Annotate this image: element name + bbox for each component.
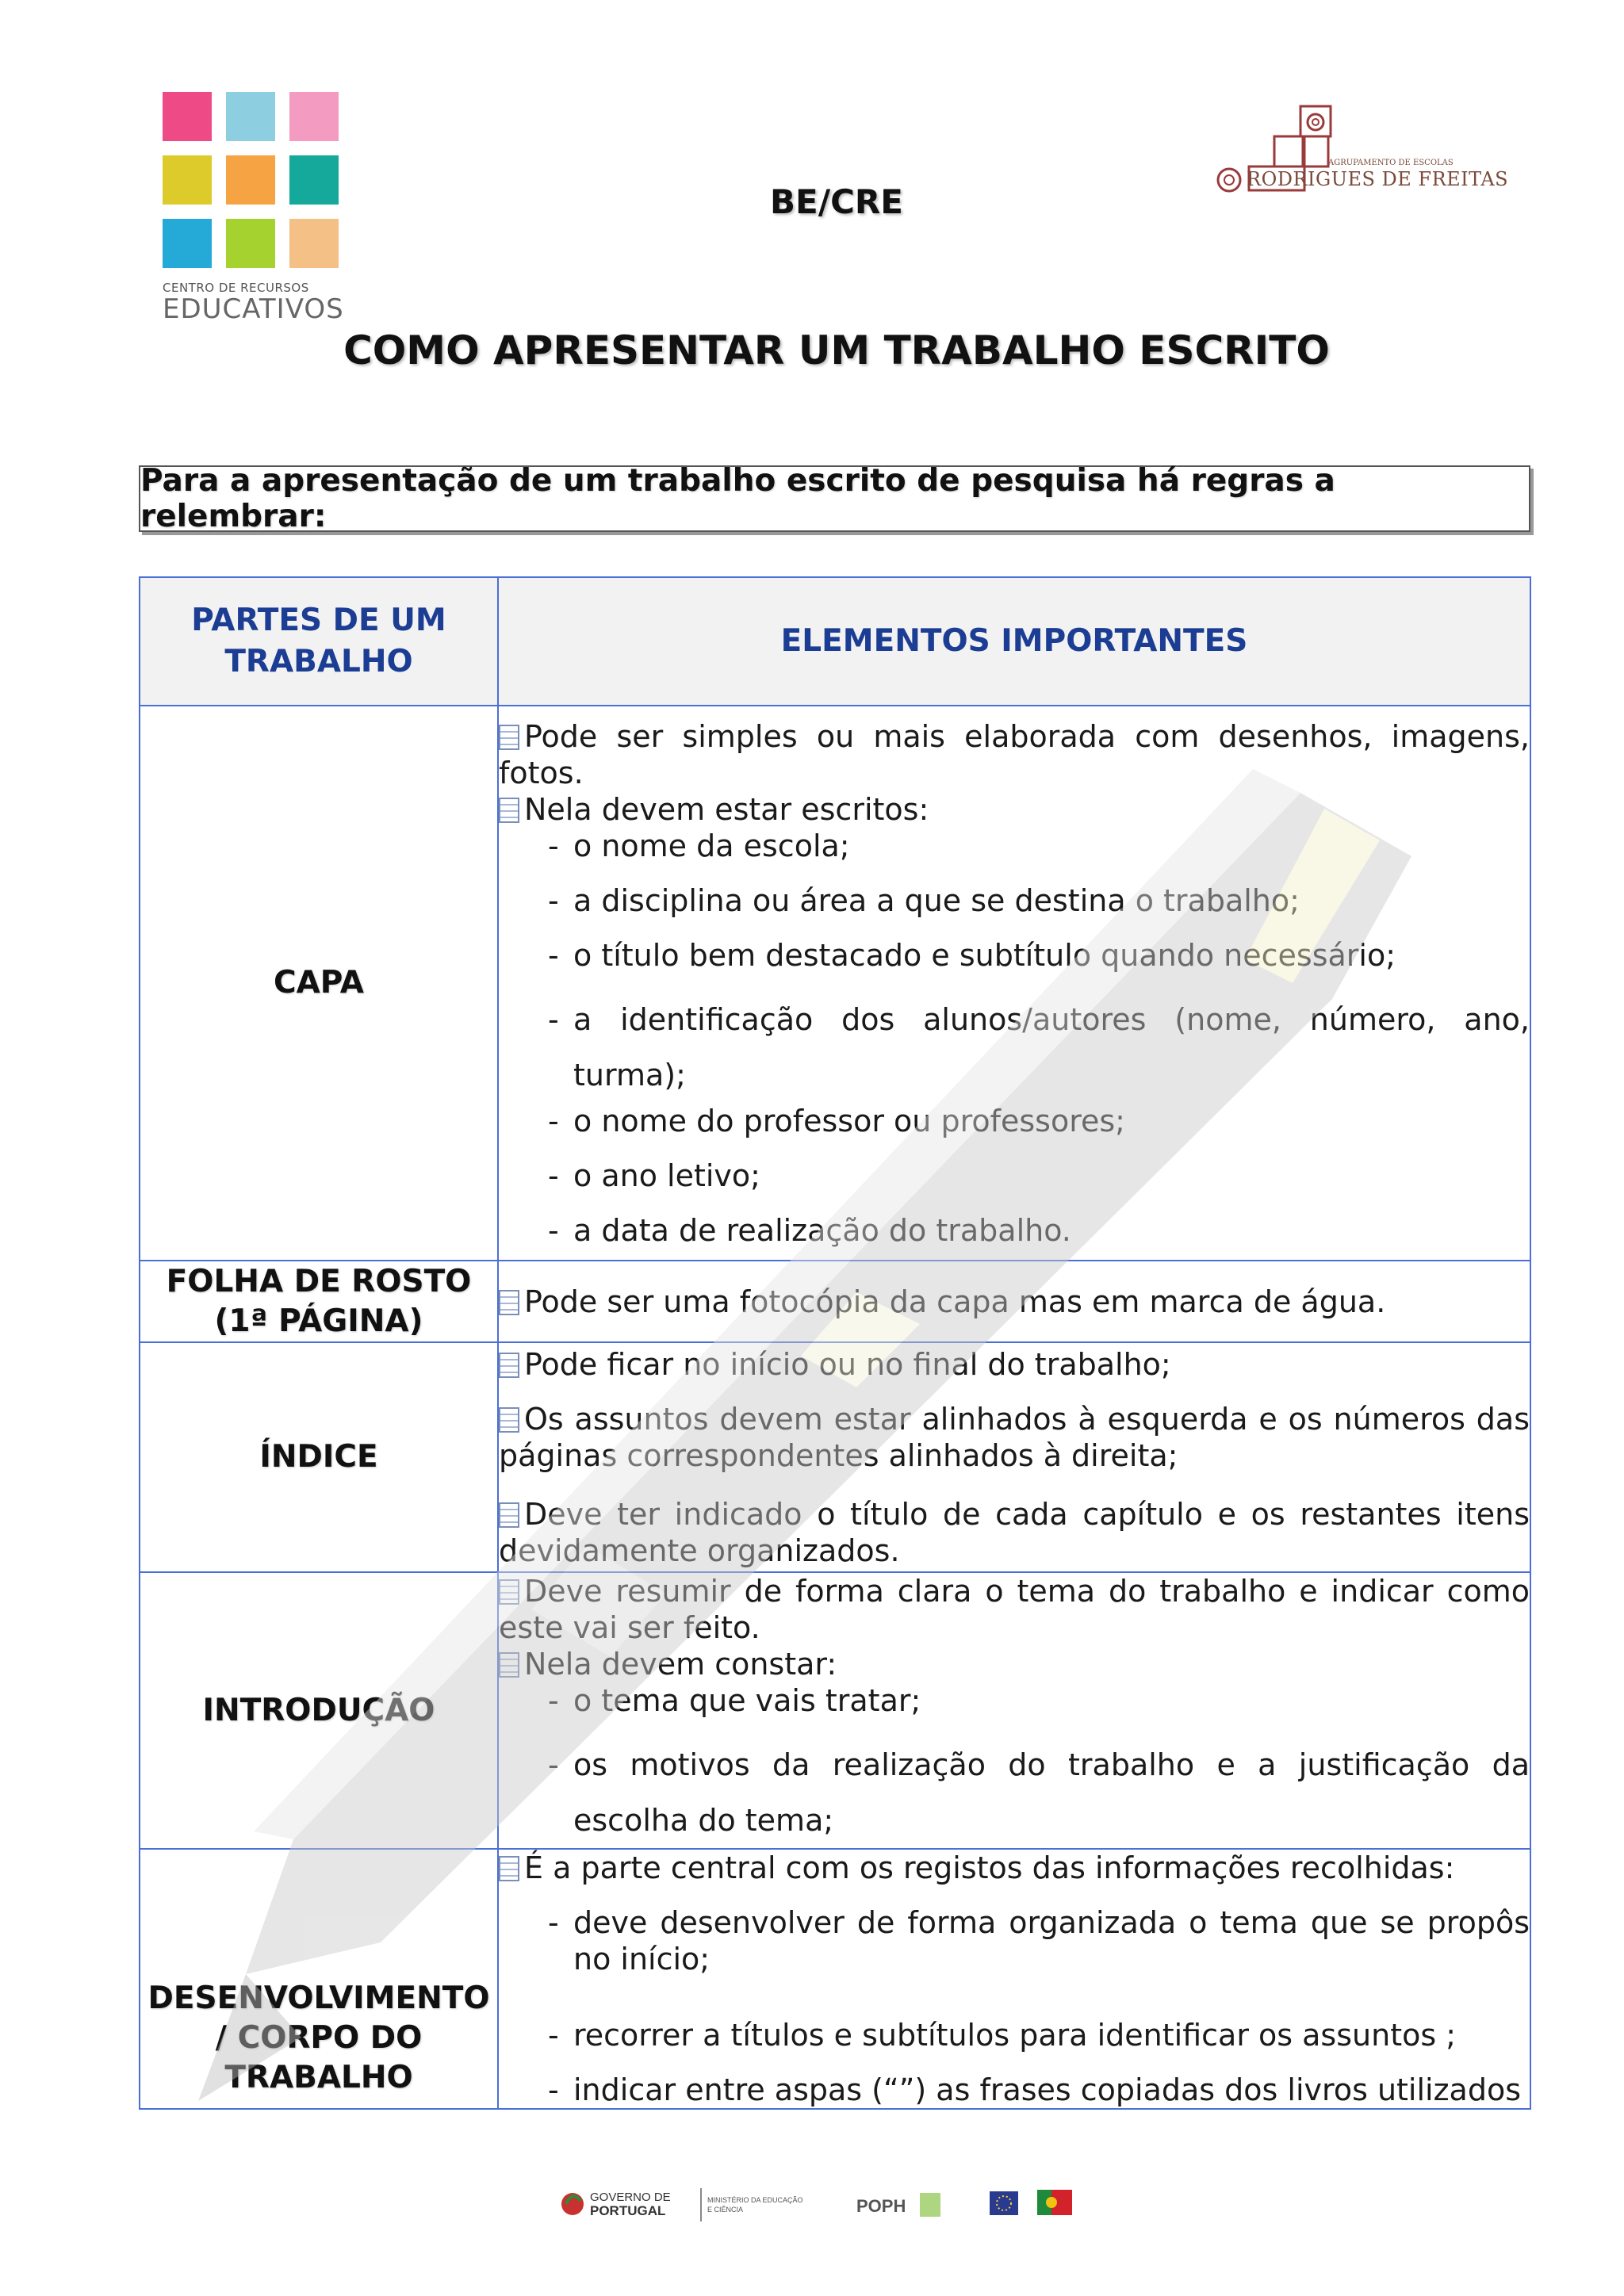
column-header-parts: PARTES DE UM TRABALHO — [140, 577, 498, 706]
funding-logos — [856, 2180, 1078, 2228]
logo-tile — [289, 92, 339, 141]
cre-logo-line1: CENTRO DE RECURSOS — [163, 281, 309, 295]
poph-logo: POPH — [856, 2196, 906, 2216]
list-item: Os assuntos devem estar alinhados à esquerda e os números das páginas correspondentes alinhados à direita; — [499, 1401, 1530, 1473]
list-item: - o título bem destacado e subtítulo quando necessário; — [548, 937, 1396, 973]
elements-desenvolvimento — [498, 1849, 1530, 2109]
school-logo-subtitle: AGRUPAMENTO DE ESCOLAS — [1328, 159, 1454, 167]
logo-tile — [226, 219, 275, 268]
cre-logo-line2: EDUCATIVOS — [163, 293, 344, 325]
part-label-rosto: FOLHA DE ROSTO (1ª PÁGINA) — [140, 1261, 498, 1342]
list-item: - o tema que vais tratar; — [548, 1683, 921, 1718]
document-icon — [499, 1353, 519, 1378]
list-item: Deve ter indicado o título de cada capítulo e os restantes itens devidamente organizados. — [499, 1496, 1530, 1568]
document-icon — [499, 798, 519, 823]
guidelines-table — [139, 576, 1531, 2110]
list-item: - deve desenvolver de forma organizada o tema que se propôs no início; — [548, 1905, 1530, 1976]
list-item: É a parte central com os registos das informações recolhidas: — [499, 1850, 1530, 1886]
ministry-line1: MINISTÉRIO DA EDUCAÇÃO — [707, 2196, 803, 2204]
list-item: - indicar entre aspas (“”) as frases copiadas dos livros utilizados — [548, 2072, 1521, 2107]
document-icon — [499, 1856, 519, 1881]
table-row — [140, 1342, 1530, 1572]
school-logo-name: RODRIGUES DE FREITAS — [1247, 168, 1509, 190]
table-row — [140, 706, 1530, 1261]
ministry-line2: E CIÊNCIA — [707, 2206, 744, 2214]
intro-banner-text: Para a apresentação de um trabalho escrito de pesquisa há regras a relembrar: — [140, 463, 1335, 534]
logo-tile — [289, 219, 339, 268]
list-item: Deve resumir de forma clara o tema do trabalho e indicar como este vai ser feito. — [499, 1574, 1530, 1645]
table-row — [140, 1261, 1530, 1342]
list-item: Nela devem estar escritos: — [499, 791, 1530, 828]
elements-indice — [498, 1342, 1530, 1572]
column-header-elements: ELEMENTOS IMPORTANTES — [498, 577, 1530, 706]
document-icon — [499, 1502, 519, 1528]
table-row — [140, 1572, 1530, 1849]
list-item: - a disciplina ou área a que se destina o trabalho; — [548, 882, 1300, 918]
list-item: Pode ser simples ou mais elaborada com desenhos, imagens, fotos. — [499, 718, 1530, 790]
logo-tile — [163, 92, 212, 141]
table-header-row — [140, 577, 1530, 706]
logo-tile — [226, 92, 275, 141]
elements-introducao — [498, 1572, 1530, 1849]
section-heading: BE/CRE — [770, 182, 903, 221]
list-item: - o ano letivo; — [548, 1158, 760, 1193]
part-label-capa: CAPA — [140, 706, 498, 1261]
government-logo — [555, 2180, 809, 2228]
elements-rosto — [498, 1261, 1530, 1342]
list-item: - a data de realização do trabalho. — [548, 1212, 1071, 1248]
gov-logo-line1: GOVERNO DE — [590, 2191, 671, 2204]
document-icon — [499, 1290, 519, 1315]
document-icon — [499, 1407, 519, 1433]
document-icon — [499, 1652, 519, 1678]
list-item: - o nome do professor ou professores; — [548, 1103, 1125, 1138]
document-icon — [499, 725, 519, 750]
list-item: - o nome da escola; — [548, 828, 850, 863]
cre-logo-tiles — [163, 92, 345, 268]
page-title: COMO APRESENTAR UM TRABALHO ESCRITO — [343, 327, 1330, 373]
elements-capa — [498, 706, 1530, 1261]
list-item: Nela devem constar: — [499, 1646, 1530, 1682]
list-item: - a identificação dos alunos/autores (nome, número, ano, turma); — [548, 1001, 1530, 1093]
intro-banner — [139, 465, 1530, 532]
part-label-desenvolvimento: DESENVOLVIMENTO / CORPO DO TRABALHO — [140, 1849, 498, 2109]
logo-tile — [163, 219, 212, 268]
list-item: Pode ficar no início ou no final do trabalho; — [499, 1346, 1530, 1383]
table-row — [140, 1849, 1530, 2109]
part-label-introducao: INTRODUÇÃO — [140, 1572, 498, 1849]
gov-logo-line2: PORTUGAL — [590, 2203, 666, 2218]
document-icon — [499, 1579, 519, 1605]
part-label-indice: ÍNDICE — [140, 1342, 498, 1572]
list-item: - recorrer a títulos e subtítulos para identificar os assuntos ; — [548, 2018, 1457, 2053]
list-item: - os motivos da realização do trabalho e a justificação da escolha do tema; — [548, 1747, 1530, 1838]
list-item: Pode ser uma fotocópia da capa mas em marca de água. — [499, 1284, 1530, 1320]
